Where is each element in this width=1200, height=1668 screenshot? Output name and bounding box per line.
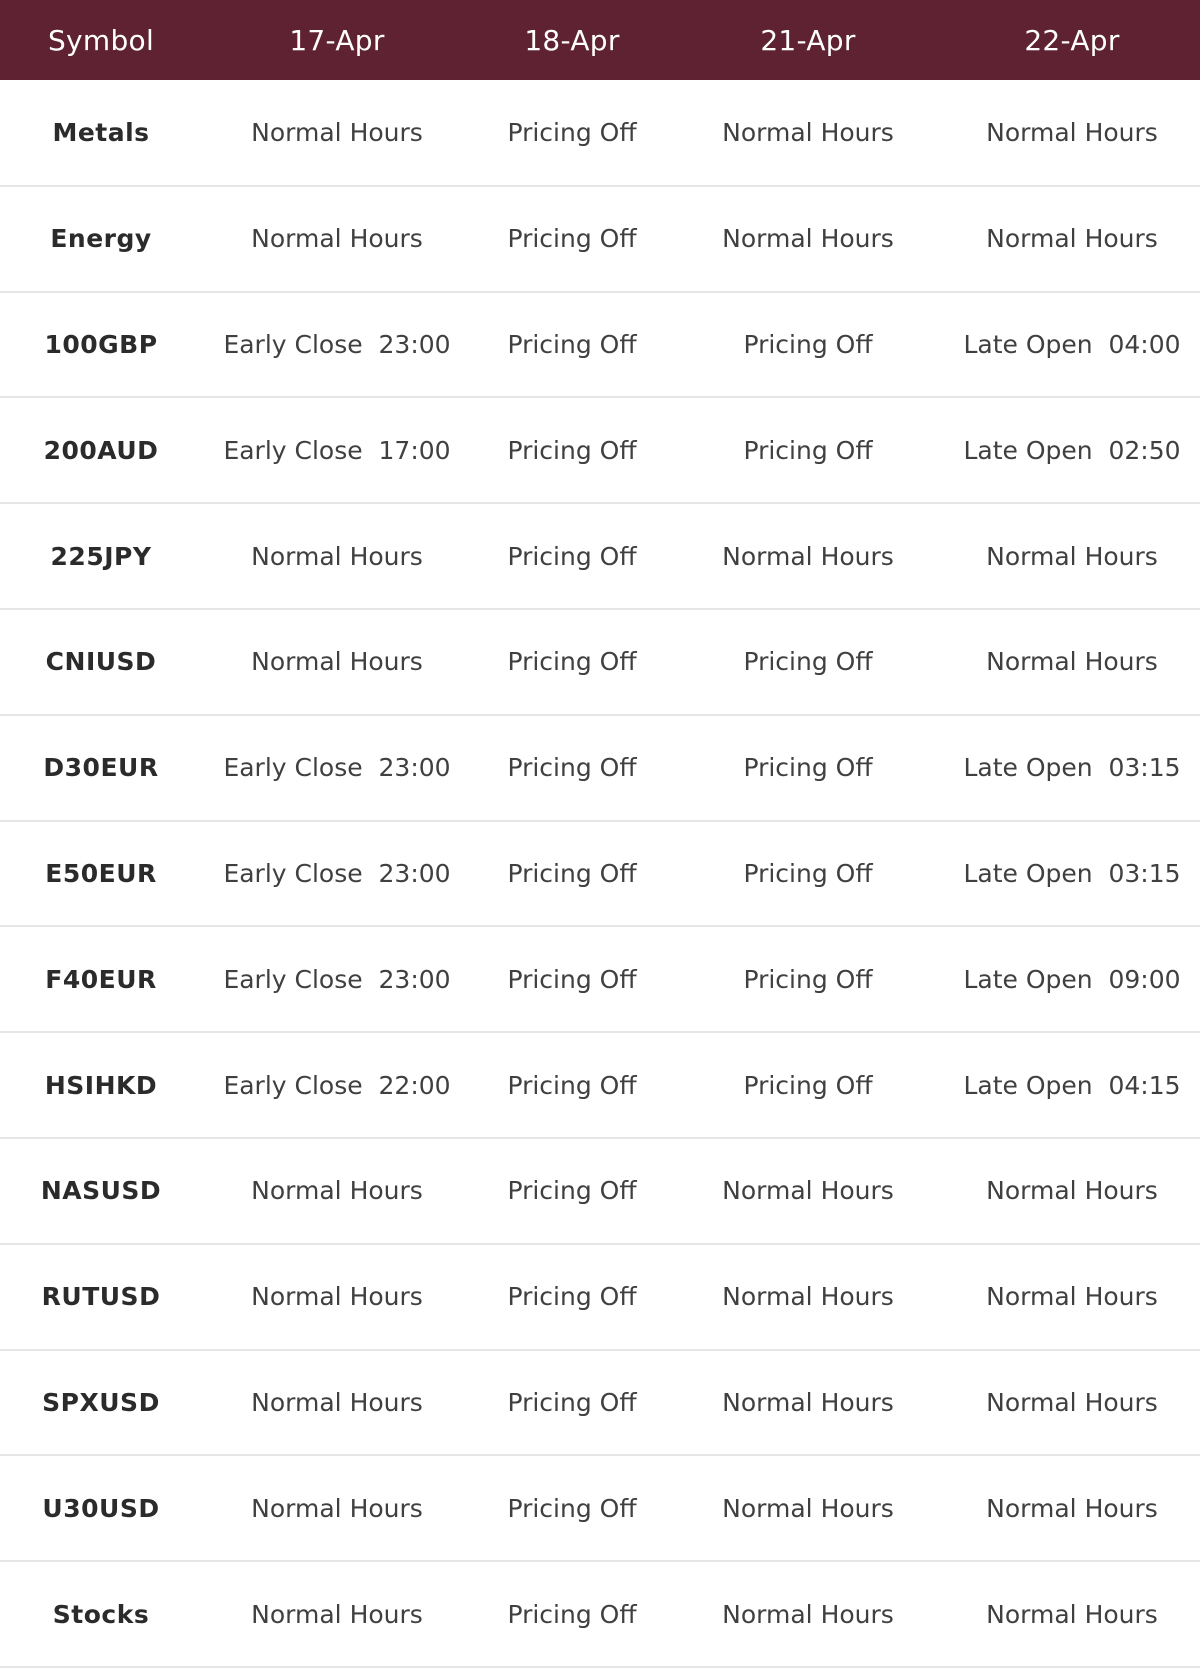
status-cell: Early Close 22:00	[223, 1070, 451, 1100]
status-cell: Normal Hours	[251, 1387, 423, 1417]
status-cell: Normal Hours	[986, 1176, 1158, 1206]
status-cell: Late Open 04:15	[963, 1070, 1181, 1100]
status-cell: Pricing Off	[507, 541, 637, 571]
status-cell: Normal Hours	[251, 117, 423, 147]
status-cell: Early Close 23:00	[223, 858, 451, 888]
status-cell: Normal Hours	[251, 1493, 423, 1523]
symbol-cell: 225JPY	[50, 541, 152, 571]
symbol-cell: U30USD	[42, 1493, 160, 1523]
table-row	[0, 186, 1200, 292]
status-cell: Late Open 04:00	[963, 329, 1181, 359]
status-cell: Pricing Off	[507, 964, 637, 994]
table-row	[0, 397, 1200, 503]
status-cell: Pricing Off	[507, 1070, 637, 1100]
status-cell: Normal Hours	[986, 647, 1158, 677]
status-cell: Pricing Off	[743, 964, 873, 994]
status-cell: Early Close 23:00	[223, 964, 451, 994]
status-cell: Normal Hours	[986, 541, 1158, 571]
header-date: 17-Apr	[289, 23, 385, 57]
symbol-cell: Energy	[50, 224, 152, 254]
status-cell: Normal Hours	[251, 647, 423, 677]
header-date: 22-Apr	[1024, 23, 1120, 57]
status-cell: Pricing Off	[507, 1493, 637, 1523]
status-cell: Normal Hours	[986, 1282, 1158, 1312]
status-cell: Pricing Off	[507, 1176, 637, 1206]
table-header	[0, 0, 1200, 80]
header-symbol: Symbol	[47, 23, 155, 57]
table-row	[0, 1455, 1200, 1561]
status-cell: Pricing Off	[743, 435, 873, 465]
symbol-cell: RUTUSD	[41, 1282, 161, 1312]
symbol-cell: HSIHKD	[44, 1070, 158, 1100]
symbol-cell: F40EUR	[45, 964, 157, 994]
status-cell: Late Open 09:00	[963, 964, 1181, 994]
table-row	[0, 1350, 1200, 1456]
symbol-cell: 200AUD	[43, 435, 159, 465]
status-cell: Normal Hours	[986, 1599, 1158, 1629]
status-cell: Pricing Off	[507, 329, 637, 359]
symbol-cell: CNIUSD	[45, 647, 157, 677]
status-cell: Normal Hours	[722, 1493, 894, 1523]
status-cell: Pricing Off	[743, 647, 873, 677]
symbol-cell: Metals	[52, 117, 150, 147]
status-cell: Normal Hours	[986, 117, 1158, 147]
table-row	[0, 1138, 1200, 1244]
status-cell: Pricing Off	[743, 1070, 873, 1100]
table-row	[0, 80, 1200, 186]
status-cell: Early Close 23:00	[223, 753, 451, 783]
symbol-cell: D30EUR	[43, 753, 159, 783]
status-cell: Early Close 17:00	[223, 435, 451, 465]
table-row	[0, 292, 1200, 398]
status-cell: Pricing Off	[743, 858, 873, 888]
status-cell: Normal Hours	[722, 117, 894, 147]
status-cell: Pricing Off	[507, 753, 637, 783]
status-cell: Pricing Off	[507, 1387, 637, 1417]
table-body	[0, 80, 1200, 1667]
symbol-cell: 100GBP	[44, 329, 158, 359]
table-row	[0, 926, 1200, 1032]
table-row	[0, 715, 1200, 821]
symbol-cell: E50EUR	[45, 858, 157, 888]
status-cell: Late Open 02:50	[963, 435, 1181, 465]
status-cell: Normal Hours	[722, 1599, 894, 1629]
status-cell: Normal Hours	[986, 1493, 1158, 1523]
header-date: 21-Apr	[760, 23, 856, 57]
status-cell: Normal Hours	[722, 224, 894, 254]
status-cell: Normal Hours	[722, 1176, 894, 1206]
status-cell: Normal Hours	[722, 1282, 894, 1312]
status-cell: Normal Hours	[251, 1599, 423, 1629]
status-cell: Normal Hours	[722, 1387, 894, 1417]
status-cell: Normal Hours	[251, 1176, 423, 1206]
status-cell: Late Open 03:15	[963, 858, 1181, 888]
table-row	[0, 503, 1200, 609]
symbol-cell: Stocks	[52, 1599, 150, 1629]
table-row	[0, 1561, 1200, 1667]
table-row	[0, 609, 1200, 715]
header-date: 18-Apr	[524, 23, 620, 57]
status-cell: Normal Hours	[251, 1282, 423, 1312]
table-row	[0, 821, 1200, 927]
status-cell: Pricing Off	[507, 117, 637, 147]
status-cell: Normal Hours	[251, 224, 423, 254]
status-cell: Normal Hours	[986, 224, 1158, 254]
status-cell: Pricing Off	[507, 647, 637, 677]
status-cell: Pricing Off	[743, 329, 873, 359]
symbol-cell: SPXUSD	[42, 1387, 160, 1417]
table-row	[0, 1032, 1200, 1138]
status-cell: Pricing Off	[507, 1282, 637, 1312]
status-cell: Normal Hours	[722, 541, 894, 571]
status-cell: Normal Hours	[251, 541, 423, 571]
status-cell: Pricing Off	[743, 753, 873, 783]
symbol-cell: NASUSD	[40, 1176, 162, 1206]
status-cell: Pricing Off	[507, 858, 637, 888]
status-cell: Pricing Off	[507, 224, 637, 254]
status-cell: Pricing Off	[507, 1599, 637, 1629]
status-cell: Pricing Off	[507, 435, 637, 465]
status-cell: Normal Hours	[986, 1387, 1158, 1417]
table-row	[0, 1244, 1200, 1350]
header-row	[0, 0, 1200, 80]
status-cell: Late Open 03:15	[963, 753, 1181, 783]
status-cell: Early Close 23:00	[223, 329, 451, 359]
